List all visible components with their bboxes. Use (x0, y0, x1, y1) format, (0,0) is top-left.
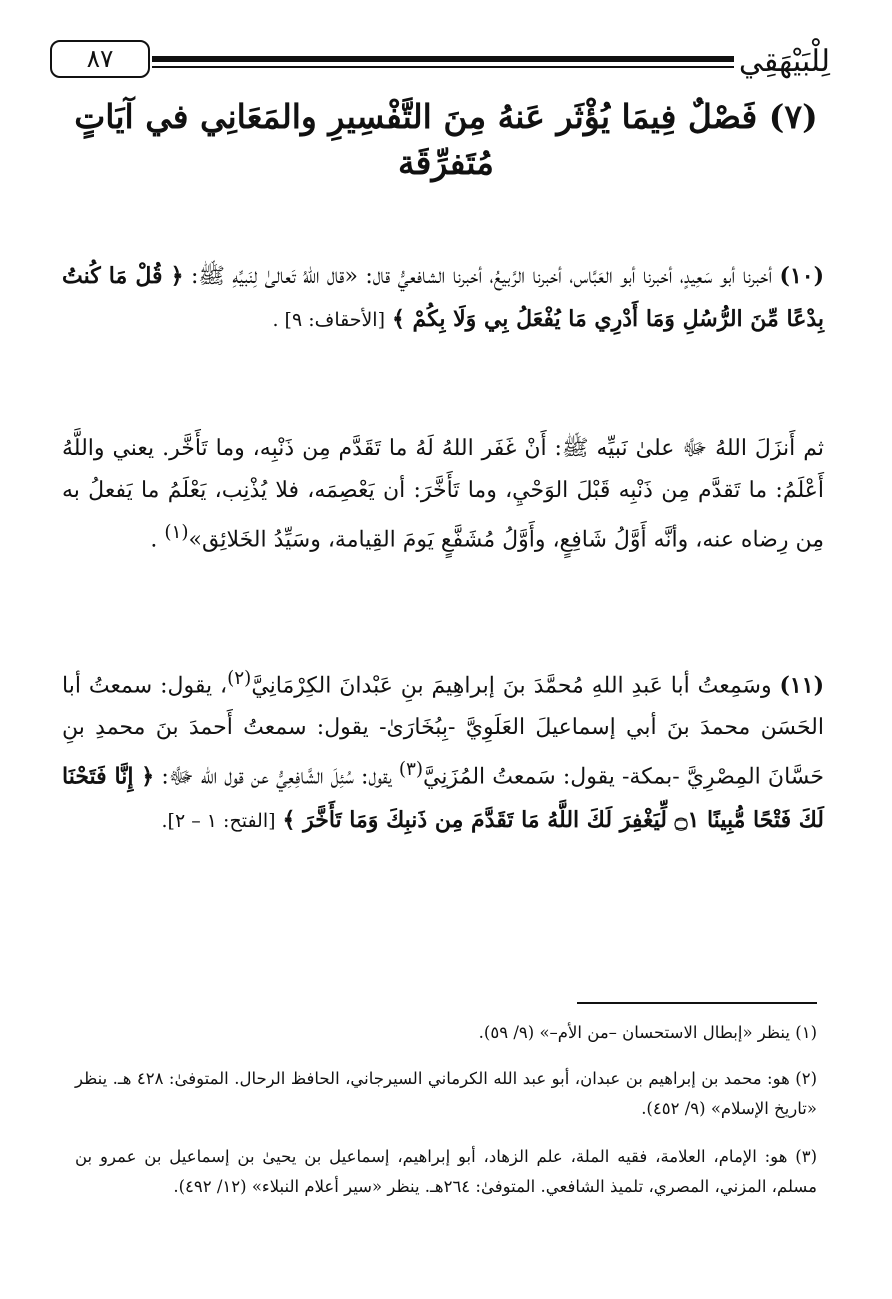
paragraph-text: ثم أَنزَلَ اللهُ ﷻ علىٰ نَبيِّه ﷺ: أَنْ غَفَر اللهُ لَهُ ما تَقَدَّم مِن ذَنْبِه، وما تَأَخَّر. يعني واللَّهُ أَعْلَمُ: ما تَقدَّم مِن ذَنْبِه قَبْلَ الوَحْيِ، وما تَأَخَّرَ: أن يَعْصِمَه، فلا يُذْنِب، يَعْلَمُ ما يَفعلُ به مِن رِضاه عنه، وأنَّه أَوَّلُ شَافِعٍ، وأَوَّلُ مُشَفَّعٍ يَومَ القِيامة، وسَيِّدُ الخَلائِق» (62, 436, 824, 553)
paragraph-text: يقول: سُئِلَ الشَّافِعِيُّ عن قول الله ﷻ: (161, 764, 399, 790)
footnote-text: ينظر «إبطال الاستحسان –من الأم–» (٩/ ٥٩). (478, 1023, 790, 1042)
verse-reference: [الأحقاف: ٩] . (272, 309, 385, 331)
footnote-mark: (١) (164, 522, 189, 543)
verse-reference: [الفتح: ١ – ٢]. (161, 809, 276, 832)
footnote-mark: (٣) (398, 759, 424, 781)
footnote-mark: (٢) (227, 668, 252, 689)
footnote-2 (75, 1064, 817, 1124)
footnote-3 (75, 1142, 817, 1202)
footnote-text: هو: محمد بن إبراهيم بن عبدان، أبو عبد الله الكرماني السيرجاني، الحافظ الرحال. المتوفىٰ: ٤٢٨ هـ. ينظر «تاريخ الإسلام» (٩/ ٤٥٢). (75, 1069, 817, 1118)
footnote-number: (٣) (795, 1147, 818, 1166)
paragraph-commentary (62, 428, 824, 561)
running-title: لِلْبَيْهَقِي (738, 44, 830, 79)
chapter-title-line2: مُتَفرِّقَة (397, 143, 494, 182)
quran-verse: ﴿ قُلْ مَا كُنتُ بِدْعًا مِّنَ الرُّسُلِ وَمَا أَدْرِي مَا يُفْعَلُ بِي وَلَا بِكُمْ ﴾ (62, 263, 824, 332)
paragraph-number: (١٠) (779, 263, 825, 289)
chapter-title (70, 94, 822, 186)
footnote-text: هو: الإمام، العلامة، فقيه الملة، علم الزهاد، أبو إبراهيم، إسماعيل بن يحيىٰ بن إسماعيل بن عمرو بن مسلم، المزني، المصري، تلميذ الشافعي. المتوفىٰ: ٢٦٤هـ. ينظر «سير أعلام النبلاء» (١٢/ ٤٩٢). (75, 1147, 817, 1196)
paragraph-text: أخبرنا أبو سَعِيدٍ، أخبرنا أبو العَبَّاس، أخبرنا الرَّبيعُ، أخبرنا الشافعيُّ قال: «قال اللهُ تَعالىٰ لِنَبيِّهِ ﷺ: (190, 264, 773, 289)
header-rule-thin (152, 66, 734, 68)
footnote-number: (١) (795, 1023, 817, 1042)
chapter-title-line1: (٧) فَصْلٌ فِيمَا يُؤْثَر عَنهُ مِنَ التَّفْسِيرِ والمَعَانِي في آيَاتٍ (74, 97, 818, 136)
paragraph-10 (62, 255, 824, 341)
paragraph-end: . (150, 527, 165, 553)
footnote-number: (٢) (795, 1069, 817, 1088)
paragraph-text: ، يقول: سمعتُ أبا الحَسَن محمدَ بنَ أبي إسماعيلَ العَلَوِيَّ -بِبُخَارَىٰ- يقول: سمعتُ أَحمدَ بنَ محمدِ بنِ حَسَّانَ المِصْرِيَّ -بمكة- يقول: سَمعتُ المُزَنِيَّ (62, 673, 824, 790)
footnote-separator (577, 1002, 817, 1004)
header-rule-thick (152, 56, 734, 62)
paragraph-number: (١١) (779, 672, 824, 699)
footnote-1 (75, 1018, 817, 1048)
paragraph-text: وسَمِعتُ أبا عَبدِ اللهِ مُحمَّدَ بنَ إبراهِيمَ بنِ عَبْدانَ الكِرْمَانِيَّ (251, 673, 772, 699)
paragraph-11 (62, 658, 824, 842)
page-number: ٨٧ (50, 40, 150, 78)
quran-verse: ﴿ إِنَّا فَتَحْنَا لَكَ فَتْحًا مُّبِينًا ۝١ لِّيَغْفِرَ لَكَ اللَّهُ مَا تَقَدَّمَ مِن ذَنبِكَ وَمَا تَأَخَّرَ ﴾ (62, 763, 824, 833)
